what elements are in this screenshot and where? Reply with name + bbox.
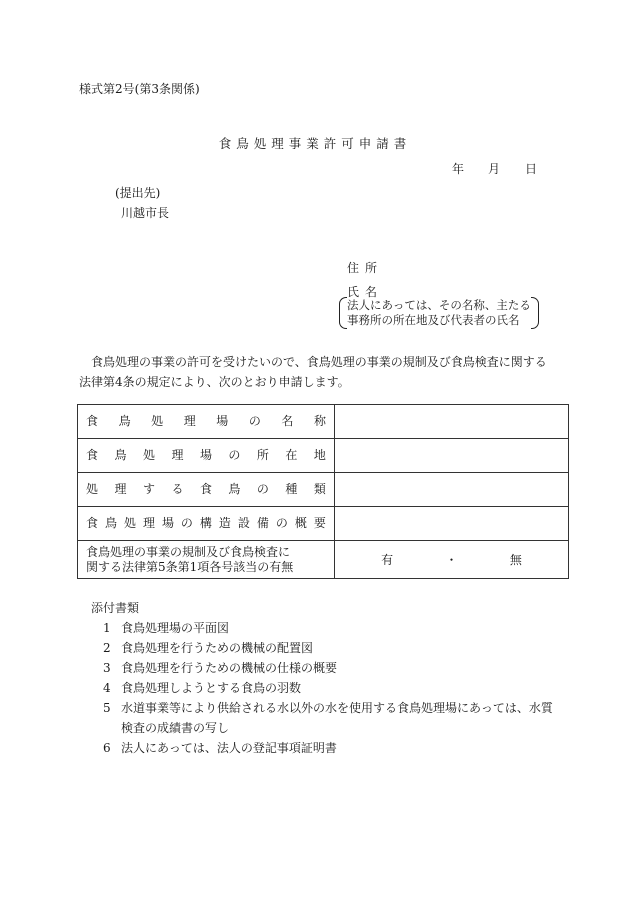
table-row — [78, 439, 569, 473]
corporation-note — [339, 297, 539, 331]
recipient-name: 川越市長 — [121, 206, 170, 220]
date-month-label: 月 — [488, 162, 501, 176]
date-year-label: 年 — [452, 162, 465, 176]
document-title: 食鳥処理事業許可申請書 — [218, 136, 412, 151]
separator-dot: ・ — [445, 553, 458, 567]
attachment-text-continued: 検査の成績書の写し — [121, 721, 230, 735]
attachment-text: 水道事業等により供給される水以外の水を使用する食鳥処理場にあっては、水質 — [121, 701, 553, 715]
left-bracket — [339, 297, 347, 329]
right-bracket — [531, 297, 539, 329]
attachment-item — [103, 702, 553, 714]
attachment-item — [103, 642, 313, 654]
disqualification-label-line1: 食鳥処理の事業の規制及び食鳥検査に — [86, 545, 291, 560]
recipient-label: (提出先) — [115, 186, 161, 200]
form-number: 様式第2号(第3条関係) — [79, 82, 200, 96]
attachment-number: 2 — [103, 641, 111, 655]
application-table — [77, 404, 569, 579]
attachment-number: 4 — [103, 681, 111, 695]
address-label: 住所 — [347, 261, 384, 275]
facility-name-value[interactable] — [335, 405, 569, 439]
poultry-type-value[interactable] — [335, 473, 569, 507]
attachment-text: 食鳥処理しようとする食鳥の羽数 — [121, 681, 302, 695]
structure-overview-label: 食 鳥 処 理 場 の 構 造 設 備 の 概 要 — [78, 507, 335, 541]
request-statement: 食鳥処理の事業の許可を受けたいので、食鳥処理の事業の規制及び食鳥検査に関する法律第4条の規定により、次のとおり申請します。 — [79, 355, 547, 389]
table-row — [78, 507, 569, 541]
facility-location-value[interactable] — [335, 439, 569, 473]
attachment-number: 3 — [103, 661, 111, 675]
attachment-item — [103, 682, 301, 694]
attachment-number: 6 — [103, 741, 111, 755]
no-option[interactable]: 無 — [509, 553, 522, 567]
disqualification-value — [335, 541, 569, 579]
attachment-number: 1 — [103, 621, 111, 635]
table-row — [78, 473, 569, 507]
table-row — [78, 405, 569, 439]
attachment-number: 5 — [103, 701, 111, 715]
facility-location-label: 食 鳥 処 理 場 の 所 在 地 — [78, 439, 335, 473]
facility-name-label: 食 鳥 処 理 場 の 名 称 — [78, 405, 335, 439]
disqualification-label — [78, 541, 335, 579]
attachments-title: 添付書類 — [91, 601, 140, 615]
disqualification-label-line2: 関する法律第5条第1項各号該当の有無 — [86, 559, 294, 574]
attachment-text: 食鳥処理を行うための機械の配置図 — [121, 641, 314, 655]
corporation-note-line1: 法人にあっては、その名称、主たる — [347, 298, 531, 312]
name-label: 氏名 — [347, 285, 384, 299]
attachment-text: 食鳥処理場の平面図 — [121, 621, 230, 635]
attachment-text: 食鳥処理を行うための機械の仕様の概要 — [121, 661, 338, 675]
date-day-label: 日 — [525, 162, 538, 176]
table-row — [78, 541, 569, 579]
attachment-item — [103, 742, 337, 754]
corporation-note-line2: 事務所の所在地及び代表者の氏名 — [347, 313, 520, 327]
attachment-text: 法人にあっては、法人の登記事項証明書 — [121, 741, 337, 755]
structure-overview-value[interactable] — [335, 507, 569, 541]
attachment-item — [103, 622, 229, 634]
yes-option[interactable]: 有 — [381, 553, 394, 567]
attachment-item — [103, 662, 337, 674]
poultry-type-label: 処 理 す る 食 鳥 の 種 類 — [78, 473, 335, 507]
